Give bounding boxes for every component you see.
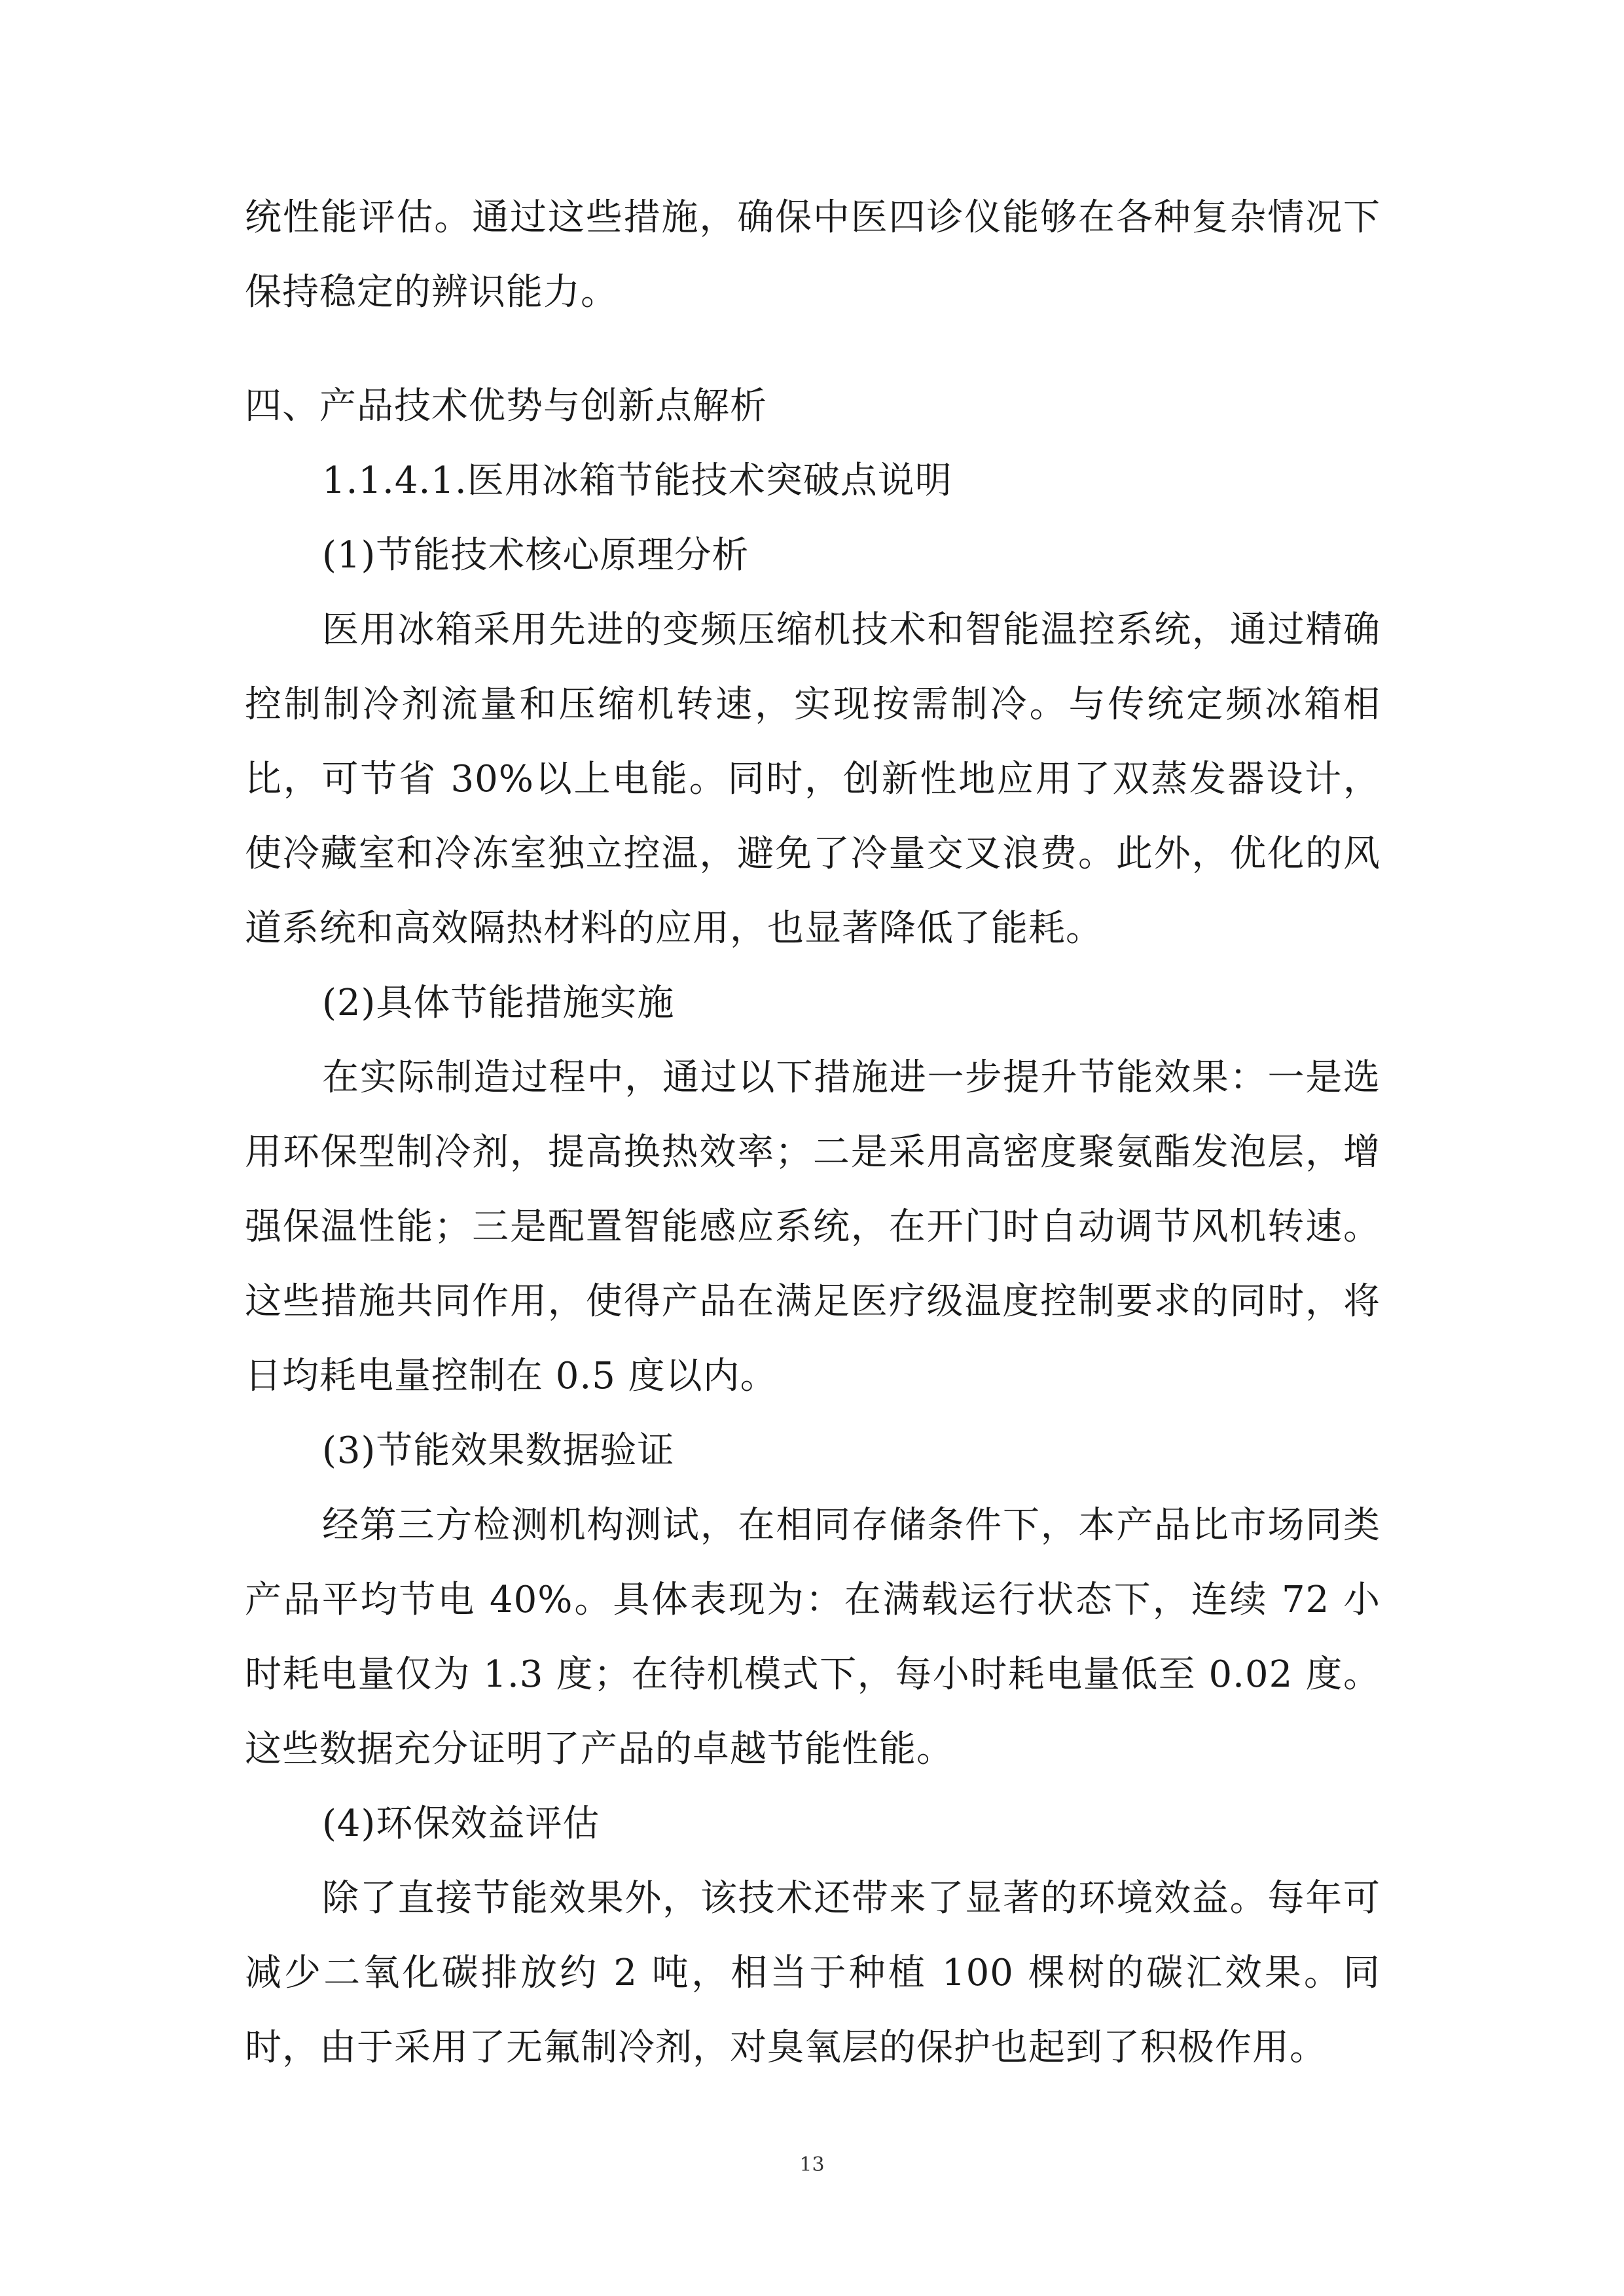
paragraph-environment: 除了直接节能效果外，该技术还带来了显著的环境效益。每年可减少二氧化碳排放约 2 吨，相当于种植 100 棵树的碳汇效果。同时，由于采用了无氟制冷剂，对臭氧层的保护也起到了积极作用。 [245, 1877, 1380, 2069]
section-heading: 四、产品技术优势与创新点解析 [245, 385, 767, 427]
item-heading-4: (4)环保效益评估 [322, 1803, 600, 1845]
item-heading-1: (1)节能技术核心原理分析 [322, 534, 749, 577]
paragraph-measures: 在实际制造过程中，通过以下措施进一步提升节能效果：一是选用环保型制冷剂，提高换热效率；二是采用高密度聚氨酯发泡层，增强保温性能；三是配置智能感应系统，在开门时自动调节风机转速。这些措施共同作用，使得产品在满足医疗级温度控制要求的同时，将日均耗电量控制在 0.5 度以内。 [245, 1056, 1380, 1397]
paragraph-continuation: 统性能评估。通过这些措施，确保中医四诊仪能够在各种复杂情况下保持稳定的辨识能力。 [245, 196, 1380, 314]
document-body [245, 181, 1380, 2085]
item-heading-2: (2)具体节能措施实施 [322, 982, 675, 1024]
paragraph-verification: 经第三方检测机构测试，在相同存储条件下，本产品比市场同类产品平均节电 40%。具体表现为：在满载运行状态下，连续 72 小时耗电量仅为 1.3 度；在待机模式下，每小时耗电量低至 0.02 度。这些数据充分证明了产品的卓越节能性能。 [245, 1504, 1380, 1770]
item-heading-3: (3)节能效果数据验证 [322, 1429, 675, 1472]
subsection-heading: 1.1.4.1.医用冰箱节能技术突破点说明 [322, 459, 952, 502]
page-number: 13 [799, 2153, 825, 2176]
paragraph-principle: 医用冰箱采用先进的变频压缩机技术和智能温控系统，通过精确控制制冷剂流量和压缩机转速，实现按需制冷。与传统定频冰箱相比，可节省 30%以上电能。同时，创新性地应用了双蒸发器设计，使冷藏室和冷冻室独立控温，避免了冷量交叉浪费。此外，优化的风道系统和高效隔热材料的应用，也显著降低了能耗。 [245, 609, 1380, 950]
